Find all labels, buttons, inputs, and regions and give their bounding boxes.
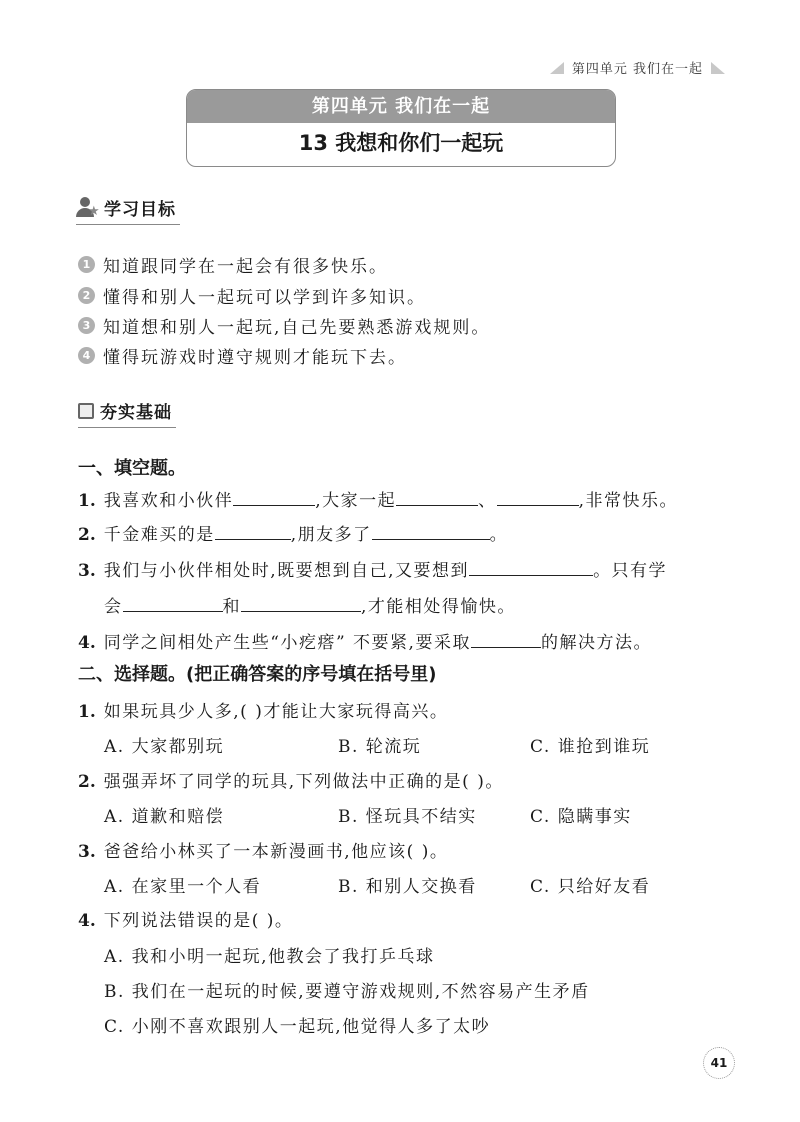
option-b[interactable]: B. 怪玩具不结实 <box>338 807 477 827</box>
heading-underline <box>78 427 176 429</box>
option-a[interactable]: A. 在家里一个人看 <box>104 877 262 897</box>
fill-question-1 <box>78 486 678 511</box>
answer-blank[interactable] <box>497 487 579 506</box>
basics-heading-label: 夯实基础 <box>100 403 172 423</box>
objective-item <box>78 313 490 338</box>
question-text: 。只有学 <box>593 561 668 581</box>
question-number: 2. <box>78 772 96 792</box>
question-text: 如果玩具少人多,( )才能让大家玩得高兴。 <box>103 702 449 722</box>
option-a[interactable]: A. 我和小明一起玩,他教会了我打乒乓球 <box>104 947 435 967</box>
question-text: 我喜欢和小伙伴 <box>103 491 234 511</box>
option-c[interactable]: C. 只给好友看 <box>530 877 651 897</box>
answer-blank[interactable] <box>215 521 291 540</box>
option-a[interactable]: A. 大家都别玩 <box>104 737 225 757</box>
objective-text: 知道想和别人一起玩,自己先要熟悉游戏规则。 <box>103 318 491 338</box>
option-b[interactable]: B. 我们在一起玩的时候,要遵守游戏规则,不然容易产生矛盾 <box>104 982 590 1002</box>
option-b[interactable]: B. 和别人交换看 <box>338 877 477 897</box>
heading-underline <box>76 224 180 226</box>
fill-section-title: 一、填空题。 <box>78 458 186 479</box>
answer-blank[interactable] <box>241 593 361 612</box>
question-number: 1. <box>78 702 96 722</box>
number-badge: 4 <box>78 347 95 364</box>
lesson-title: 13 我想和你们一起玩 <box>298 131 504 155</box>
fill-question-3-continued <box>104 592 516 617</box>
question-text: 强强弄坏了同学的玩具,下列做法中正确的是( )。 <box>103 772 504 792</box>
unit-title: 第四单元 我们在一起 <box>187 90 615 123</box>
objectives-heading-label: 学习目标 <box>104 200 176 220</box>
number-badge: 3 <box>78 317 95 334</box>
running-header <box>550 58 725 77</box>
answer-blank[interactable] <box>469 557 593 576</box>
title-box <box>186 89 616 167</box>
board-icon <box>78 403 94 419</box>
triangle-left-icon <box>550 62 564 74</box>
question-number: 2. <box>78 525 96 545</box>
question-number: 3. <box>78 561 96 581</box>
question-text: 的解决方法。 <box>540 633 652 653</box>
choice-question-4 <box>78 906 293 931</box>
objective-item <box>78 343 407 368</box>
page-number: 41 <box>703 1047 735 1079</box>
question-text: 。 <box>489 525 509 545</box>
running-title: 第四单元 我们在一起 <box>571 62 703 77</box>
number-badge: 2 <box>78 287 95 304</box>
question-text: 我们与小伙伴相处时,既要想到自己,又要想到 <box>103 561 470 581</box>
question-text: ,大家一起 <box>315 491 397 511</box>
question-text: 、 <box>478 491 497 511</box>
question-text: ,非常快乐。 <box>578 491 679 511</box>
question-text: ,才能相处得愉快。 <box>361 597 516 617</box>
question-text: 会 <box>104 597 123 617</box>
objective-text: 知道跟同学在一起会有很多快乐。 <box>103 257 388 277</box>
number-badge: 1 <box>78 256 95 273</box>
learner-icon: ★ <box>76 197 98 219</box>
option-c[interactable]: C. 小刚不喜欢跟别人一起玩,他觉得人多了太吵 <box>104 1017 491 1037</box>
question-number: 4. <box>78 633 96 653</box>
choice-question-3 <box>78 837 448 862</box>
answer-blank[interactable] <box>123 593 223 612</box>
objective-item <box>78 252 388 277</box>
question-number: 4. <box>78 911 96 931</box>
question-text: 下列说法错误的是( )。 <box>103 911 294 931</box>
answer-blank[interactable] <box>372 521 490 540</box>
fill-question-2 <box>78 520 508 545</box>
objective-text: 懂得玩游戏时遵守规则才能玩下去。 <box>103 348 407 368</box>
question-text: ,朋友多了 <box>290 525 372 545</box>
question-text: 千金难买的是 <box>103 525 215 545</box>
objective-item <box>78 283 426 308</box>
option-c[interactable]: C. 谁抢到谁玩 <box>530 737 651 757</box>
choice-question-1 <box>78 697 448 722</box>
fill-question-4 <box>78 628 652 653</box>
question-text: 和 <box>222 597 241 617</box>
option-a[interactable]: A. 道歉和赔偿 <box>104 807 225 827</box>
answer-blank[interactable] <box>396 487 478 506</box>
choice-section-title: 二、选择题。(把正确答案的序号填在括号里) <box>78 664 437 685</box>
question-text: 同学之间相处产生些“小疙瘩” 不要紧,要采取 <box>103 633 471 653</box>
question-text: 爸爸给小林买了一本新漫画书,他应该( )。 <box>103 842 449 862</box>
option-b[interactable]: B. 轮流玩 <box>338 737 422 757</box>
question-number: 1. <box>78 491 96 511</box>
objectives-heading <box>76 195 176 220</box>
objective-text: 懂得和别人一起玩可以学到许多知识。 <box>103 288 426 308</box>
choice-question-2 <box>78 767 504 792</box>
question-number: 3. <box>78 842 96 862</box>
answer-blank[interactable] <box>471 629 541 648</box>
triangle-right-icon <box>711 62 725 74</box>
basics-heading <box>78 398 172 423</box>
fill-question-3 <box>78 556 667 581</box>
option-c[interactable]: C. 隐瞒事实 <box>530 807 632 827</box>
answer-blank[interactable] <box>233 487 315 506</box>
